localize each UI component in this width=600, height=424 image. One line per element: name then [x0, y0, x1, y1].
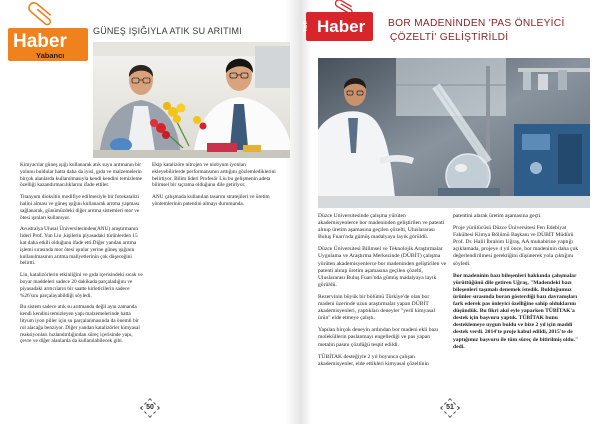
- paperclip-icon-svg: [333, 0, 357, 17]
- body-paragraph: Ekip katalizöre nitrojen ve niobyum iyonları ekleyebilirlerde performansının arttığını gözlemlediklerini belirtiyor. Bilim lideri Profesör Liu bu gelişmenin adeta bilimsel bir sıçrama olduğunu dile getiriyor.: [152, 162, 276, 189]
- paperclip-icon: [333, 0, 357, 17]
- paperclip-icon-svg: [24, 0, 58, 30]
- photo-scientists-lab: [93, 42, 290, 158]
- body-paragraph: Rezervinin büyük bir bölümü Türkiye'de olan bor madeni üzerinde uzun araştırmalar yapan DÜBİT akademisyenleri, yaptıkları deneyler "yerli kimyasal ürün" elde etmeye çalıştı.: [318, 293, 436, 322]
- section-tag-sublabel: Yerli: [302, 21, 309, 32]
- text-column-1: [20, 162, 145, 394]
- page-number-text: 50: [146, 404, 154, 411]
- section-tag-sublabel: Yabancı: [36, 51, 65, 60]
- text-column-1: [318, 213, 447, 397]
- article-photo: [318, 58, 590, 208]
- section-tag-label: Haber: [13, 31, 67, 52]
- photo-bench: [318, 196, 590, 208]
- quote-paragraph: Bor madeninin bazı bileşenleri hakkında çalışmalar yürüttüğünü dile getiren Uğraş, "Madendeki bazı bileşenleri taşımalı denemek istedik. Bulduğumuz ürünler sırasında boran gösterdiği bazı davranışları fark ederek pas önleyici özelliğine sahip olduklarını düşündük. Bu fikri akıl eyle yaparken TÜBİTAK'a destek için başvuru yaptık. TÜBİTAK bunu desteklemeye uygun buldu ve bize 2 yıl için maddi destek verdi. 2014'te proje kabul edildi, 2015'te de yaptığımız başvuru ile tüm süreç de bitirilmiş oldu." dedi.: [453, 272, 579, 350]
- body-paragraph: Düzce Üniversitesinde çalışma yürüten akademisyenlerce bor madeninden geliştirilen ve patenti alınıp üretim aşamasına geçilen çözelti, Uluslararası Buluş Fuarı'nda gümüş madalyaya layık görüldü.: [318, 213, 445, 241]
- section-tag-foreign: [8, 28, 88, 61]
- paperclip-icon: [24, 0, 58, 30]
- section-tag-label: Haber: [317, 17, 366, 36]
- body-paragraph: Yapılan birçok deneyin ardından bor madeni ekli bazı moleküllerin paslanmayı engellediği ve pas yapan metalin pasını çözdüğü tespit edildi.: [318, 327, 439, 348]
- body-paragraph: ANU çalışmada kullanılan tasarım stratejileri ve üretim yöntemlerinin patentini almayı durumunda.: [152, 194, 270, 207]
- article-title: [388, 17, 565, 45]
- text-column-2: [453, 213, 585, 397]
- photo-laboratory: [318, 58, 590, 208]
- body-paragraph: Kimyacılar güneş ışığı kullanarak atık suyu arıtmanın bir yolunu buldular hatta daha da iyisi, gıda ve malzemelerin birçok alanlarda kullanılmasıyla kendi kendini temizleme özelliği kazandırmacılıklarını ifade ettiler.: [20, 162, 142, 189]
- body-paragraph: Bu sistem sadece atık su arıtmanda değil aynı zamanda kendi kendini temizleyen yapı malzemelerinde hatta lityum iyon piller için su parçalanmasında da önemli bir rol alacağa benziyor. Diğer yandan katalizörler kimyasal reaksiyonları hızlandırdığından süreç içerisinde yapı, çevre ve diğer alanlarda da kullanılabilecek gibi.: [20, 304, 140, 345]
- article-title: GÜNEŞ IŞIĞIYLA ATIK SU ARITIMI: [93, 26, 242, 36]
- body-paragraph: TÜBİTAK desteğiyle 2 yıl boyunca çalışan akademisyenler, elde ettikleri kimyasal çözeltinin: [318, 353, 429, 367]
- article-title-line: BOR MADENİNDEN 'PAS ÖNLEYİCİ: [388, 18, 565, 29]
- body-paragraph: patentini alarak üretim aşamasına geçti.: [453, 213, 542, 219]
- page-number: [439, 397, 461, 419]
- photo-equipment: [514, 124, 590, 208]
- article-photo: [93, 42, 290, 158]
- body-paragraph: Avustralya Ulusal Üniversitesinden(ANU) araştırmanın lideri Prof. Yun Liu ,kişilerin piyasadaki türünlerden 15 kat daha etkili olduğunu ifade etti.Diğer yandan arıtma işlemi sırasında mor ötesi ışınlar yerine güneş ışığının kullanılmasının arıtma maliyetlerinin çok düşeceğini belirtti.: [20, 226, 139, 267]
- body-paragraph: Liu, katalizörlerin etkinliğini ve gıda içerisindeki sıcak ve boyar maddeleri sadece 20 dakikada parçaladığını ve piyasadaki arıtıcıların bir saatte kirleticilerin sadece %26'sını parçalayabildiği söyledi.: [20, 272, 143, 299]
- right-page: [300, 0, 600, 424]
- article-title-line: ÇÖZELTİ' GELİŞTİRİLDİ: [390, 32, 509, 43]
- page-number: [139, 397, 161, 419]
- body-paragraph: Titanyum dioksitin modifiye edilmesiyle bir fotokatalizi halini alması ve güneş ışığını kullanarak arıtma yapması sağlanarak, günümüzdeki diğer arıtma sistemleri mor ve ötesi ışınları kullanıyor.: [20, 194, 140, 221]
- text-column-2: [152, 162, 280, 394]
- page-number-text: 51: [446, 404, 454, 411]
- body-paragraph: Proje yürütücüsü Düzce Üniversitesi Fen Edebiyat Fakültesi Kimya Bölümü Başkanı ve DÜBİT Müdürü Prof. Dr. Halil İbrahim Uğraş, AA muhabirine yaptığı açıklamada, projeye 4 yıl önce, bor madeninin daha çok değerlendirilmesi gerektiğini düşünerek yola çıktığını söyledi.: [453, 225, 579, 267]
- body-paragraph: Düzce Üniversitesi Bilimsel ve Teknolojik Araştırmalar Uygulama ve Araştırma Merkezinde (DÜBİT) çalışma yürüten akademisyenlerce bor madeninden geliştirilen ve patenti alınıp üretim aşamasına geçilen çözelti, Uluslararası Buluş Fuarı'nda gümüş madalyaya layık görüldü.: [318, 246, 447, 288]
